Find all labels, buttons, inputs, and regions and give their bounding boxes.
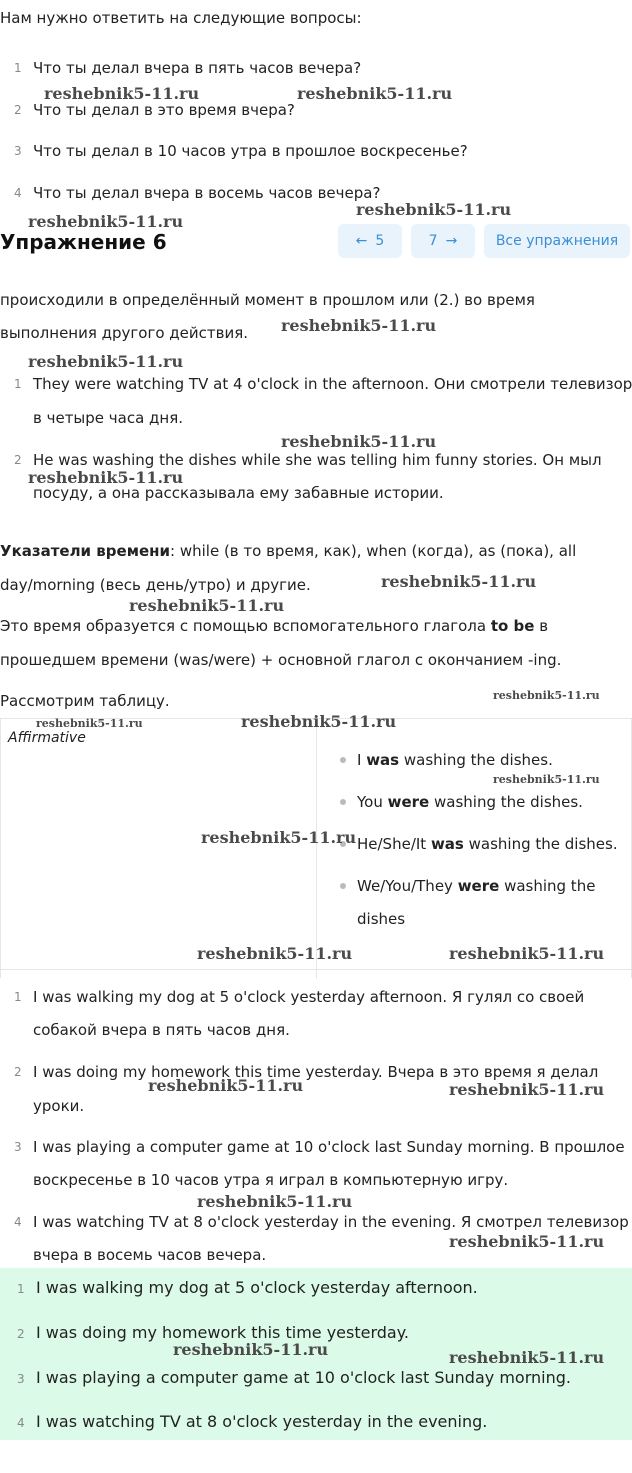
next-exercise-button[interactable]: 7 → (411, 224, 475, 258)
translation-line: I was doing my homework this time yesterday. Вчера в это время я делал (33, 1063, 599, 1081)
translation-line: I was watching TV at 8 o'clock yesterday in the evening. Я смотрел телевизор (33, 1213, 629, 1231)
table-row: I was washing the dishes. (357, 751, 553, 769)
watermark: reshebnik5-11.ru (44, 84, 200, 103)
exercise-title: Упражнение 6 (0, 230, 167, 254)
theory-line: выполнения другого действия. (0, 324, 249, 342)
example-line: посуду, а она рассказывала ему забавные истории. (33, 484, 444, 502)
watermark: reshebnik5-11.ru (28, 212, 184, 231)
arrow-left-icon: ← (355, 233, 368, 249)
translation-line: I was walking my dog at 5 o'clock yesterday afternoon. Я гулял со своей (33, 988, 585, 1006)
example-line: They were watching TV at 4 o'clock in the afternoon. Они смотрели телевизор (33, 375, 632, 393)
theory-line: происходили в определённый момент в прошлом или (2.) во время (0, 291, 535, 309)
arrow-right-icon: → (445, 233, 458, 249)
watermark: reshebnik5-11.ru (381, 572, 537, 591)
list-item: Что ты делал в это время вчера? (33, 101, 295, 119)
watermark: reshebnik5-11.ru (197, 944, 353, 963)
watermark: reshebnik5-11.ru (493, 689, 600, 702)
watermark: reshebnik5-11.ru (356, 200, 512, 219)
watermark: reshebnik5-11.ru (148, 1076, 304, 1095)
watermark: reshebnik5-11.ru (173, 1340, 329, 1359)
watermark: reshebnik5-11.ru (36, 717, 143, 730)
watermark: reshebnik5-11.ru (449, 1080, 605, 1099)
watermark: reshebnik5-11.ru (241, 712, 397, 731)
list-item: Что ты делал в 10 часов утра в прошлое воскресенье? (33, 142, 468, 160)
list-item: Что ты делал вчера в пять часов вечера? (33, 59, 362, 77)
example-line: He was washing the dishes while she was telling him funny stories. Он мыл (33, 451, 602, 469)
translation-line: I was playing a computer game at 10 o'clock last Sunday morning. В прошлое (33, 1138, 625, 1156)
example-line: в четыре часа дня. (33, 409, 184, 427)
table-row: We/You/They were washing the (357, 877, 596, 895)
formation-rule-line2: прошедшем времени (was/were) + основной глагол с окончанием -ing. (0, 651, 562, 669)
watermark: reshebnik5-11.ru (493, 773, 600, 786)
table-intro: Рассмотрим таблицу. (0, 692, 170, 710)
prev-exercise-button[interactable]: ← 5 (338, 224, 402, 258)
all-exercises-button[interactable]: Все упражнения (484, 224, 630, 258)
formation-rule: Это время образуется с помощью вспомогательного глагола to be в (0, 617, 549, 635)
translation-line: собакой вчера в пять часов дня. (33, 1021, 290, 1039)
watermark: reshebnik5-11.ru (297, 84, 453, 103)
list-item: Что ты делал вчера в восемь часов вечера? (33, 184, 381, 202)
list-item: I was playing a computer game at 10 o'clock last Sunday morning. (36, 1368, 571, 1387)
watermark: reshebnik5-11.ru (28, 352, 184, 371)
list-item: I was doing my homework this time yesterday. (36, 1323, 410, 1342)
intro-text: Нам нужно ответить на следующие вопросы: (0, 9, 362, 27)
time-markers-line2: day/morning (весь день/утро) и другие. (0, 576, 311, 594)
watermark: reshebnik5-11.ru (201, 828, 357, 847)
translation-line: вчера в восемь часов вечера. (33, 1246, 267, 1264)
table-row: He/She/It was washing the dishes. (357, 835, 618, 853)
table-row: You were washing the dishes. (357, 793, 583, 811)
watermark: reshebnik5-11.ru (197, 1192, 353, 1211)
watermark: reshebnik5-11.ru (281, 432, 437, 451)
watermark: reshebnik5-11.ru (449, 944, 605, 963)
watermark: reshebnik5-11.ru (449, 1232, 605, 1251)
list-item: I was walking my dog at 5 o'clock yesterday afternoon. (36, 1278, 478, 1297)
table-header: Affirmative (8, 730, 86, 746)
watermark: reshebnik5-11.ru (449, 1348, 605, 1367)
time-markers: Указатели времени: while (в то время, как), when (когда), as (пока), all (0, 542, 577, 560)
answer-block: 1 I was walking my dog at 5 o'clock yesterday afternoon. 2 I was doing my homework this time yesterday. 3 I was playing a computer game at 10 o'clock last Sunday morning. 4 I was watching TV at 8 o'clock yesterday in the evening. (0, 1268, 632, 1440)
table-row-cont: dishes (357, 910, 406, 928)
list-item: I was watching TV at 8 o'clock yesterday in the evening. (36, 1412, 488, 1431)
translation-line: воскресенье в 10 часов утра я играл в компьютерную игру. (33, 1171, 509, 1189)
watermark: reshebnik5-11.ru (129, 596, 285, 615)
watermark: reshebnik5-11.ru (281, 316, 437, 335)
translation-line: уроки. (33, 1097, 85, 1115)
watermark: reshebnik5-11.ru (28, 468, 184, 487)
